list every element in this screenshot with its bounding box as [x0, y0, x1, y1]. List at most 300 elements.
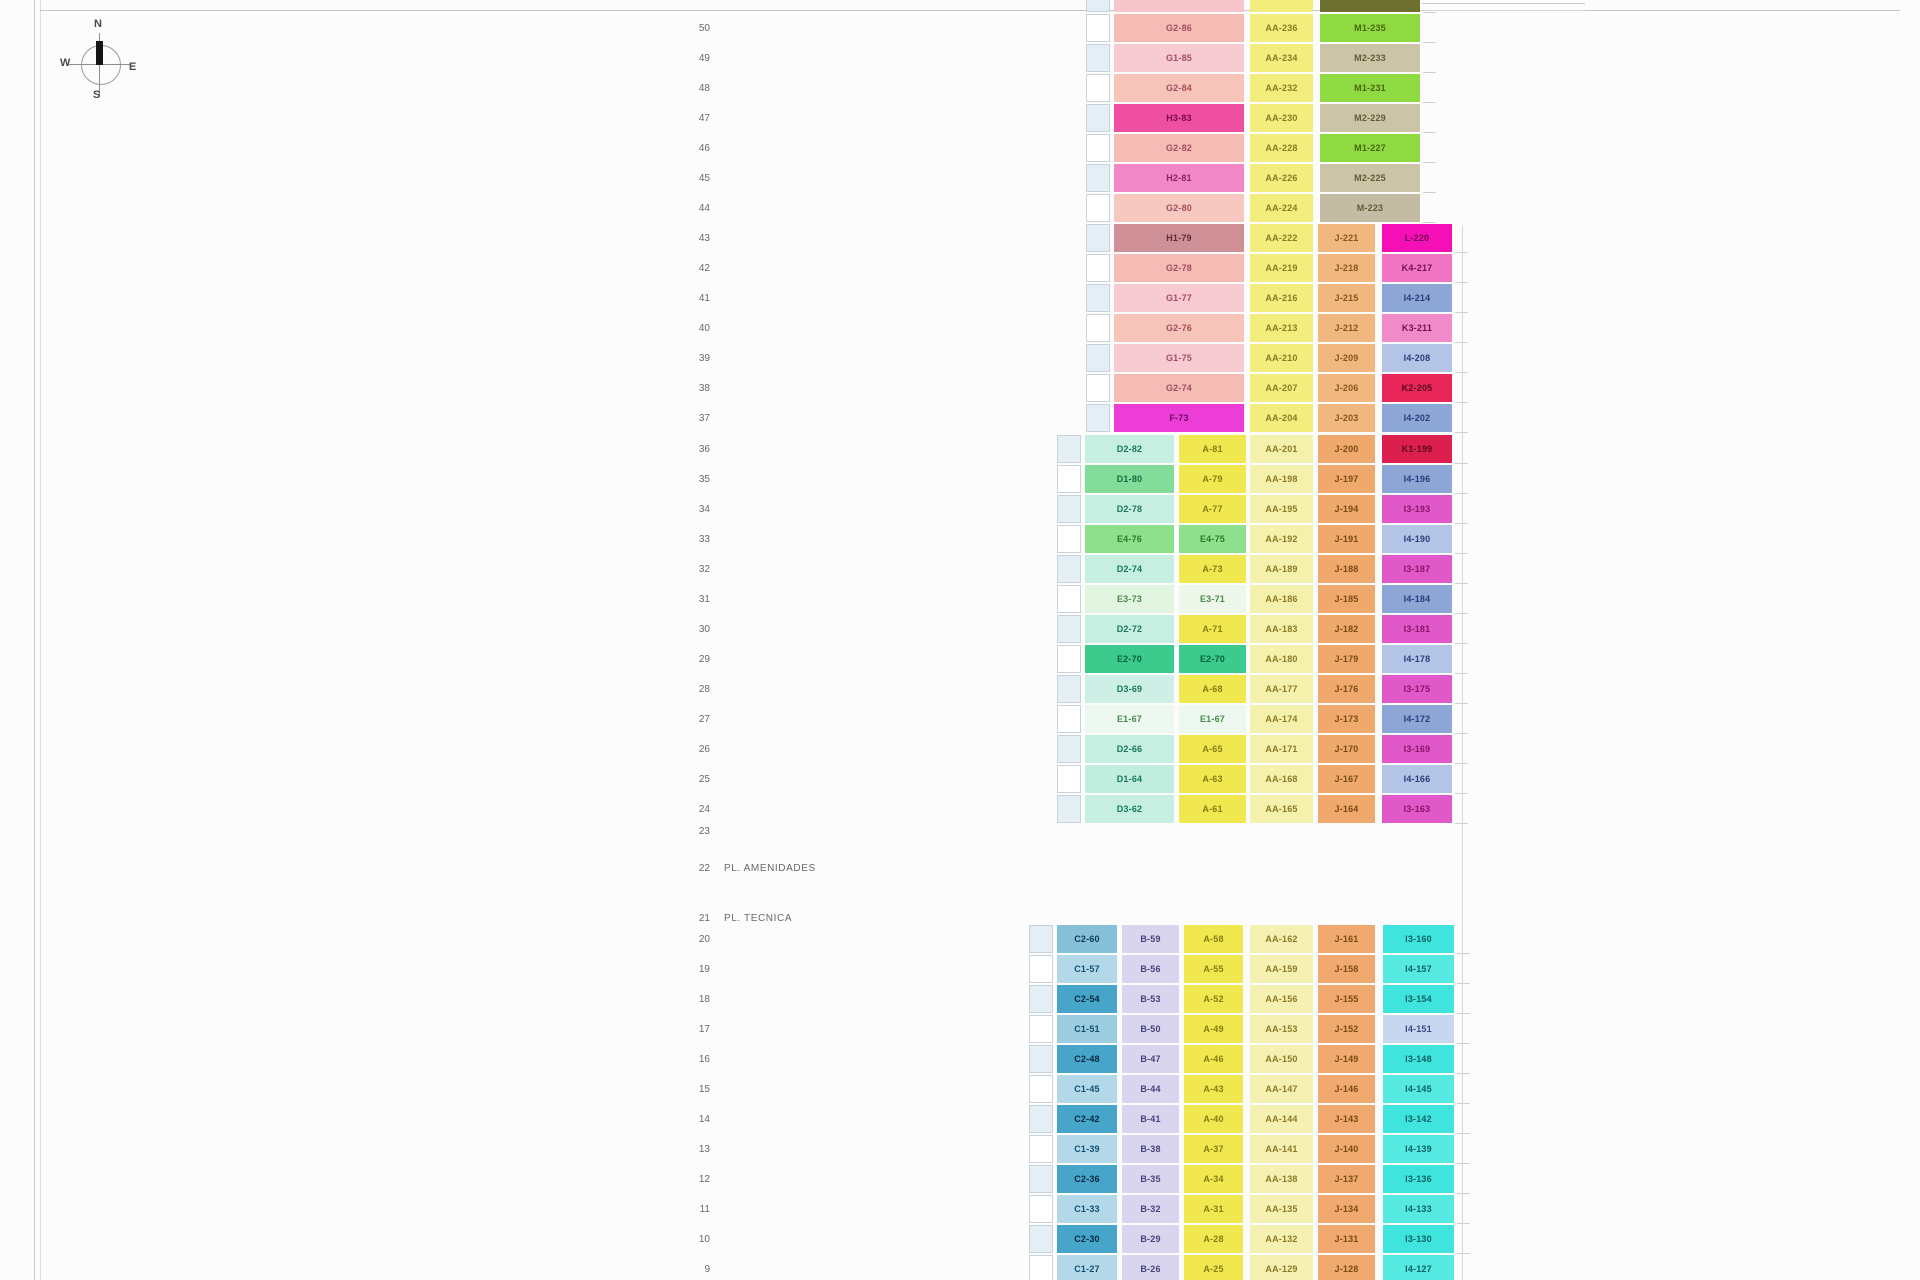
unit-cell: B-26: [1122, 1255, 1179, 1280]
unit-cell: AA-180: [1250, 645, 1313, 673]
unit-cell: AA-153: [1250, 1015, 1313, 1043]
unit-cell: C1-33: [1057, 1195, 1117, 1223]
unit-cell: C2-48: [1057, 1045, 1117, 1073]
compass-needle-icon: [96, 41, 103, 65]
floor-slab-line: [1455, 553, 1468, 554]
floor-tick: [1086, 254, 1110, 282]
floor-tick: [1057, 645, 1081, 673]
floor-tick: [1086, 0, 1110, 12]
unit-cell: AA-195: [1250, 495, 1313, 523]
unit-cell: D2-74: [1085, 555, 1174, 583]
unit-cell: I3-136: [1383, 1165, 1454, 1193]
unit-cell: J-134: [1318, 1195, 1375, 1223]
floor-slab-line: [1457, 983, 1470, 984]
floor-number: 44: [698, 203, 710, 214]
unit-cell: F-73: [1114, 404, 1244, 432]
unit-cell: E1-67: [1085, 705, 1174, 733]
unit-cell: AA-171: [1250, 735, 1313, 763]
unit-cell: I4-172: [1382, 705, 1452, 733]
unit-cell: M2-225: [1320, 164, 1420, 192]
unit-cell: J-143: [1318, 1105, 1375, 1133]
floor-tick: [1057, 585, 1081, 613]
unit-cell: A-79: [1179, 465, 1246, 493]
unit-cell: J-131: [1318, 1225, 1375, 1253]
unit-cell: J-209: [1318, 344, 1375, 372]
unit-cell: A-61: [1179, 795, 1246, 823]
roof-line: [1422, 10, 1585, 11]
unit-cell: AA-228: [1250, 134, 1313, 162]
floor-number: 15: [698, 1084, 710, 1095]
floor-number: 24: [698, 804, 710, 815]
floor-slab-line: [1457, 953, 1470, 954]
unit-cell: A-37: [1184, 1135, 1243, 1163]
unit-cell: C1-27: [1057, 1255, 1117, 1280]
floor-tick: [1029, 1015, 1053, 1043]
floor-tick: [1086, 404, 1110, 432]
unit-cell: I3-187: [1382, 555, 1452, 583]
unit-cell: AA-132: [1250, 1225, 1313, 1253]
unit-cell: I4-190: [1382, 525, 1452, 553]
unit-cell: I3-193: [1382, 495, 1452, 523]
floor-number: 48: [698, 83, 710, 94]
unit-cell: AA-183: [1250, 615, 1313, 643]
unit-cell: AA-207: [1250, 374, 1313, 402]
unit-cell: A-49: [1184, 1015, 1243, 1043]
unit-cell: D1-64: [1085, 765, 1174, 793]
unit-cell: I3-169: [1382, 735, 1452, 763]
unit-cell: J-164: [1318, 795, 1375, 823]
unit-cell: B-47: [1122, 1045, 1179, 1073]
unit-cell: AA-234: [1250, 44, 1313, 72]
sheet-border-top: [40, 10, 1900, 11]
compass-south-label: S: [93, 89, 101, 101]
unit-cell: L-220: [1382, 224, 1452, 252]
unit-cell: G2-80: [1114, 194, 1244, 222]
unit-cell: A-40: [1184, 1105, 1243, 1133]
unit-cell: G1-75: [1114, 344, 1244, 372]
building-facade-outline: [1462, 225, 1463, 1280]
unit-cell: I4-157: [1383, 955, 1454, 983]
unit-cell: J-188: [1318, 555, 1375, 583]
floor-number: 34: [698, 504, 710, 515]
floor-number: 43: [698, 233, 710, 244]
floor-tick: [1029, 1135, 1053, 1163]
unit-cell: A-43: [1184, 1075, 1243, 1103]
unit-cell: J-197: [1318, 465, 1375, 493]
floor-slab-line: [1423, 102, 1436, 103]
floor-tick: [1057, 465, 1081, 493]
unit-cell: I4-202: [1382, 404, 1452, 432]
floor-slab-line: [1455, 252, 1468, 253]
unit-cell: I4-127: [1383, 1255, 1454, 1280]
unit-cell: I4-184: [1382, 585, 1452, 613]
unit-cell: C2-30: [1057, 1225, 1117, 1253]
floor-slab-line: [1423, 222, 1436, 223]
unit-cell: AA-219: [1250, 254, 1313, 282]
floor-slab-line: [1455, 643, 1468, 644]
unit-cell: AA-201: [1250, 435, 1313, 463]
floor-tick: [1086, 224, 1110, 252]
floor-tick: [1029, 925, 1053, 953]
unit-cell: AA-162: [1250, 925, 1313, 953]
unit-cell: G2-76: [1114, 314, 1244, 342]
unit-cell: J-218: [1318, 254, 1375, 282]
compass-east-label: E: [129, 61, 137, 73]
unit-cell: I4-214: [1382, 284, 1452, 312]
compass-west-label: W: [60, 57, 71, 69]
floor-slab-line: [1423, 42, 1436, 43]
floor-tick: [1086, 374, 1110, 402]
floor-number: 14: [698, 1114, 710, 1125]
unit-cell: G2-84: [1114, 74, 1244, 102]
unit-cell: D2-72: [1085, 615, 1174, 643]
floor-number: 32: [698, 564, 710, 575]
floor-tick: [1029, 1255, 1053, 1280]
floor-number: 33: [698, 534, 710, 545]
floor-number: 17: [698, 1024, 710, 1035]
unit-cell: A-63: [1179, 765, 1246, 793]
unit-cell: C1-45: [1057, 1075, 1117, 1103]
floor-slab-line: [1455, 793, 1468, 794]
floor-tick: [1057, 705, 1081, 733]
unit-cell: D3-69: [1085, 675, 1174, 703]
unit-cell: D2-66: [1085, 735, 1174, 763]
unit-cell: M-223: [1320, 194, 1420, 222]
floor-slab-line: [1455, 282, 1468, 283]
floor-tick: [1086, 104, 1110, 132]
floor-tick: [1057, 525, 1081, 553]
unit-cell: AA-224: [1250, 194, 1313, 222]
unit-cell: A-65: [1179, 735, 1246, 763]
unit-cell: J-149: [1318, 1045, 1375, 1073]
unit-cell: A-25: [1184, 1255, 1243, 1280]
unit-cell: A-68: [1179, 675, 1246, 703]
unit-cell: J-146: [1318, 1075, 1375, 1103]
unit-cell: H3-83: [1114, 104, 1244, 132]
floor-number: 37: [698, 413, 710, 424]
floor-number: 25: [698, 774, 710, 785]
unit-cell: I3-163: [1382, 795, 1452, 823]
floor-slab-line: [1455, 463, 1468, 464]
floor-number: 21: [698, 913, 710, 924]
unit-cell: E4-76: [1085, 525, 1174, 553]
unit-cell: I4-178: [1382, 645, 1452, 673]
unit-cell: D1-80: [1085, 465, 1174, 493]
compass: [62, 20, 138, 104]
unit-cell: E3-73: [1085, 585, 1174, 613]
floor-label-technical: PL. TECNICA: [724, 913, 793, 924]
floor-number: 12: [698, 1174, 710, 1185]
unit-cell: C2-36: [1057, 1165, 1117, 1193]
unit-cell: M1-231: [1320, 74, 1420, 102]
unit-cell: AA-230: [1250, 104, 1313, 132]
floor-number: 13: [698, 1144, 710, 1155]
unit-cell: AA-236: [1250, 14, 1313, 42]
unit-cell: M1-235: [1320, 14, 1420, 42]
floor-slab-line: [1455, 823, 1468, 824]
floor-tick: [1057, 765, 1081, 793]
unit-cell: B-50: [1122, 1015, 1179, 1043]
unit-cell: I3-154: [1383, 985, 1454, 1013]
floor-number: 30: [698, 624, 710, 635]
unit-cell: J-191: [1318, 525, 1375, 553]
floor-slab-line: [1457, 1043, 1470, 1044]
unit-cell: [1250, 0, 1313, 12]
roof-line: [1422, 3, 1585, 4]
floor-slab-line: [1457, 1103, 1470, 1104]
floor-number: 29: [698, 654, 710, 665]
floor-slab-line: [1455, 733, 1468, 734]
unit-cell: AA-189: [1250, 555, 1313, 583]
unit-cell: B-44: [1122, 1075, 1179, 1103]
unit-cell: E2-70: [1085, 645, 1174, 673]
unit-cell: J-203: [1318, 404, 1375, 432]
unit-cell: E4-75: [1179, 525, 1246, 553]
floor-tick: [1086, 284, 1110, 312]
unit-cell: I3-160: [1383, 925, 1454, 953]
unit-cell: J-128: [1318, 1255, 1375, 1280]
floor-number: 40: [698, 323, 710, 334]
floor-number: 19: [698, 964, 710, 975]
floor-slab-line: [1455, 523, 1468, 524]
floor-slab-line: [1457, 1163, 1470, 1164]
floor-number: 49: [698, 53, 710, 64]
unit-cell: M2-229: [1320, 104, 1420, 132]
unit-cell: I4-166: [1382, 765, 1452, 793]
unit-cell: AA-144: [1250, 1105, 1313, 1133]
unit-cell: D3-62: [1085, 795, 1174, 823]
unit-cell: J-155: [1318, 985, 1375, 1013]
floor-number: 20: [698, 934, 710, 945]
unit-cell: AA-129: [1250, 1255, 1313, 1280]
floor-slab-line: [1457, 1133, 1470, 1134]
floor-label-amenities: PL. AMENIDADES: [724, 863, 816, 874]
floor-slab-line: [1455, 763, 1468, 764]
sheet-border-left-inner: [40, 0, 41, 1280]
unit-cell: A-58: [1184, 925, 1243, 953]
unit-cell: B-35: [1122, 1165, 1179, 1193]
unit-cell: I4-145: [1383, 1075, 1454, 1103]
floor-slab-line: [1455, 703, 1468, 704]
floor-number: 28: [698, 684, 710, 695]
floor-slab-line: [1423, 132, 1436, 133]
floor-tick: [1057, 615, 1081, 643]
unit-cell: J-215: [1318, 284, 1375, 312]
unit-cell: C1-51: [1057, 1015, 1117, 1043]
unit-cell: J-206: [1318, 374, 1375, 402]
floor-tick: [1086, 344, 1110, 372]
unit-cell: AA-222: [1250, 224, 1313, 252]
unit-cell: AA-156: [1250, 985, 1313, 1013]
floor-number: 9: [704, 1264, 710, 1275]
unit-cell: H1-79: [1114, 224, 1244, 252]
floor-tick: [1086, 44, 1110, 72]
unit-cell: AA-213: [1250, 314, 1313, 342]
unit-cell: AA-232: [1250, 74, 1313, 102]
floor-number: 31: [698, 594, 710, 605]
unit-cell: AA-210: [1250, 344, 1313, 372]
floor-number: 38: [698, 383, 710, 394]
unit-cell: AA-198: [1250, 465, 1313, 493]
unit-cell: A-77: [1179, 495, 1246, 523]
unit-cell: G1-77: [1114, 284, 1244, 312]
unit-cell: [1320, 0, 1420, 12]
unit-cell: I4-196: [1382, 465, 1452, 493]
unit-cell: J-167: [1318, 765, 1375, 793]
unit-cell: A-73: [1179, 555, 1246, 583]
unit-cell: B-38: [1122, 1135, 1179, 1163]
floor-number: 23: [698, 826, 710, 837]
floor-number: 22: [698, 863, 710, 874]
floor-tick: [1057, 795, 1081, 823]
floor-number: 27: [698, 714, 710, 725]
unit-cell: I3-175: [1382, 675, 1452, 703]
floor-slab-line: [1455, 312, 1468, 313]
floor-slab-line: [1455, 342, 1468, 343]
unit-cell: G2-78: [1114, 254, 1244, 282]
floor-tick: [1057, 675, 1081, 703]
floor-tick: [1057, 435, 1081, 463]
unit-cell: J-221: [1318, 224, 1375, 252]
unit-cell: B-41: [1122, 1105, 1179, 1133]
floor-number: 45: [698, 173, 710, 184]
unit-cell: AA-168: [1250, 765, 1313, 793]
unit-cell: AA-174: [1250, 705, 1313, 733]
floor-slab-line: [1457, 1013, 1470, 1014]
floor-tick: [1029, 955, 1053, 983]
floor-slab-line: [1455, 432, 1468, 433]
compass-north-label: N: [94, 18, 102, 30]
floor-number: 50: [698, 23, 710, 34]
floor-number: 35: [698, 474, 710, 485]
floor-tick: [1086, 134, 1110, 162]
floor-slab-line: [1457, 1073, 1470, 1074]
unit-cell: C2-54: [1057, 985, 1117, 1013]
unit-cell: J-179: [1318, 645, 1375, 673]
unit-cell: A-34: [1184, 1165, 1243, 1193]
unit-cell: C2-42: [1057, 1105, 1117, 1133]
floor-slab-line: [1423, 162, 1436, 163]
floor-slab-line: [1455, 583, 1468, 584]
floor-tick: [1029, 1225, 1053, 1253]
floor-slab-line: [1455, 673, 1468, 674]
floor-tick: [1029, 1195, 1053, 1223]
floor-tick: [1029, 1165, 1053, 1193]
unit-cell: K1-199: [1382, 435, 1452, 463]
unit-cell: J-194: [1318, 495, 1375, 523]
unit-cell: G2-74: [1114, 374, 1244, 402]
unit-cell: J-182: [1318, 615, 1375, 643]
floor-number: 42: [698, 263, 710, 274]
unit-cell: M2-233: [1320, 44, 1420, 72]
floor-tick: [1086, 194, 1110, 222]
unit-cell: E2-70: [1179, 645, 1246, 673]
unit-cell: AA-147: [1250, 1075, 1313, 1103]
floor-slab-line: [1455, 402, 1468, 403]
unit-cell: I4-208: [1382, 344, 1452, 372]
unit-cell: J-140: [1318, 1135, 1375, 1163]
unit-cell: K4-217: [1382, 254, 1452, 282]
unit-cell: B-29: [1122, 1225, 1179, 1253]
unit-cell: A-28: [1184, 1225, 1243, 1253]
unit-cell: B-53: [1122, 985, 1179, 1013]
unit-cell: C1-57: [1057, 955, 1117, 983]
floor-tick: [1057, 555, 1081, 583]
floor-slab-line: [1423, 12, 1436, 13]
floor-number: 18: [698, 994, 710, 1005]
unit-cell: AA-216: [1250, 284, 1313, 312]
unit-cell: G1-85: [1114, 44, 1244, 72]
floor-number: 10: [698, 1234, 710, 1245]
unit-cell: I4-151: [1383, 1015, 1454, 1043]
floor-number: 16: [698, 1054, 710, 1065]
unit-cell: I4-139: [1383, 1135, 1454, 1163]
unit-cell: AA-165: [1250, 795, 1313, 823]
unit-cell: AA-141: [1250, 1135, 1313, 1163]
unit-cell: A-46: [1184, 1045, 1243, 1073]
unit-cell: C2-60: [1057, 925, 1117, 953]
unit-cell: I3-181: [1382, 615, 1452, 643]
unit-cell: J-200: [1318, 435, 1375, 463]
unit-cell: D2-82: [1085, 435, 1174, 463]
unit-cell: I3-130: [1383, 1225, 1454, 1253]
unit-cell: B-56: [1122, 955, 1179, 983]
unit-cell: J-185: [1318, 585, 1375, 613]
floor-tick: [1086, 74, 1110, 102]
unit-cell: AA-192: [1250, 525, 1313, 553]
sheet-border-left: [34, 0, 35, 1280]
unit-cell: AA-204: [1250, 404, 1313, 432]
floor-tick: [1029, 985, 1053, 1013]
unit-cell: J-152: [1318, 1015, 1375, 1043]
floor-number: 11: [699, 1204, 710, 1215]
unit-cell: I3-142: [1383, 1105, 1454, 1133]
unit-cell: A-52: [1184, 985, 1243, 1013]
floor-tick: [1057, 735, 1081, 763]
unit-cell: B-32: [1122, 1195, 1179, 1223]
unit-cell: G2-82: [1114, 134, 1244, 162]
unit-cell: K2-205: [1382, 374, 1452, 402]
unit-cell: A-71: [1179, 615, 1246, 643]
unit-cell: M1-227: [1320, 134, 1420, 162]
floor-slab-line: [1455, 613, 1468, 614]
unit-cell: AA-186: [1250, 585, 1313, 613]
floor-slab-line: [1457, 1223, 1470, 1224]
unit-cell: J-137: [1318, 1165, 1375, 1193]
unit-cell: AA-177: [1250, 675, 1313, 703]
floor-tick: [1086, 314, 1110, 342]
floor-number: 41: [698, 293, 710, 304]
floor-tick: [1086, 164, 1110, 192]
floor-slab-line: [1423, 72, 1436, 73]
unit-cell: J-158: [1318, 955, 1375, 983]
floor-number: 26: [698, 744, 710, 755]
unit-cell: J-176: [1318, 675, 1375, 703]
unit-cell: J-212: [1318, 314, 1375, 342]
unit-cell: AA-138: [1250, 1165, 1313, 1193]
unit-cell: A-31: [1184, 1195, 1243, 1223]
floor-slab-line: [1455, 372, 1468, 373]
unit-cell: AA-226: [1250, 164, 1313, 192]
floor-number: 47: [698, 113, 710, 124]
unit-cell: A-81: [1179, 435, 1246, 463]
floor-number: 46: [698, 143, 710, 154]
floor-slab-line: [1423, 192, 1436, 193]
unit-cell: I4-133: [1383, 1195, 1454, 1223]
unit-cell: K3-211: [1382, 314, 1452, 342]
floor-slab-line: [1457, 1253, 1470, 1254]
unit-cell: J-170: [1318, 735, 1375, 763]
